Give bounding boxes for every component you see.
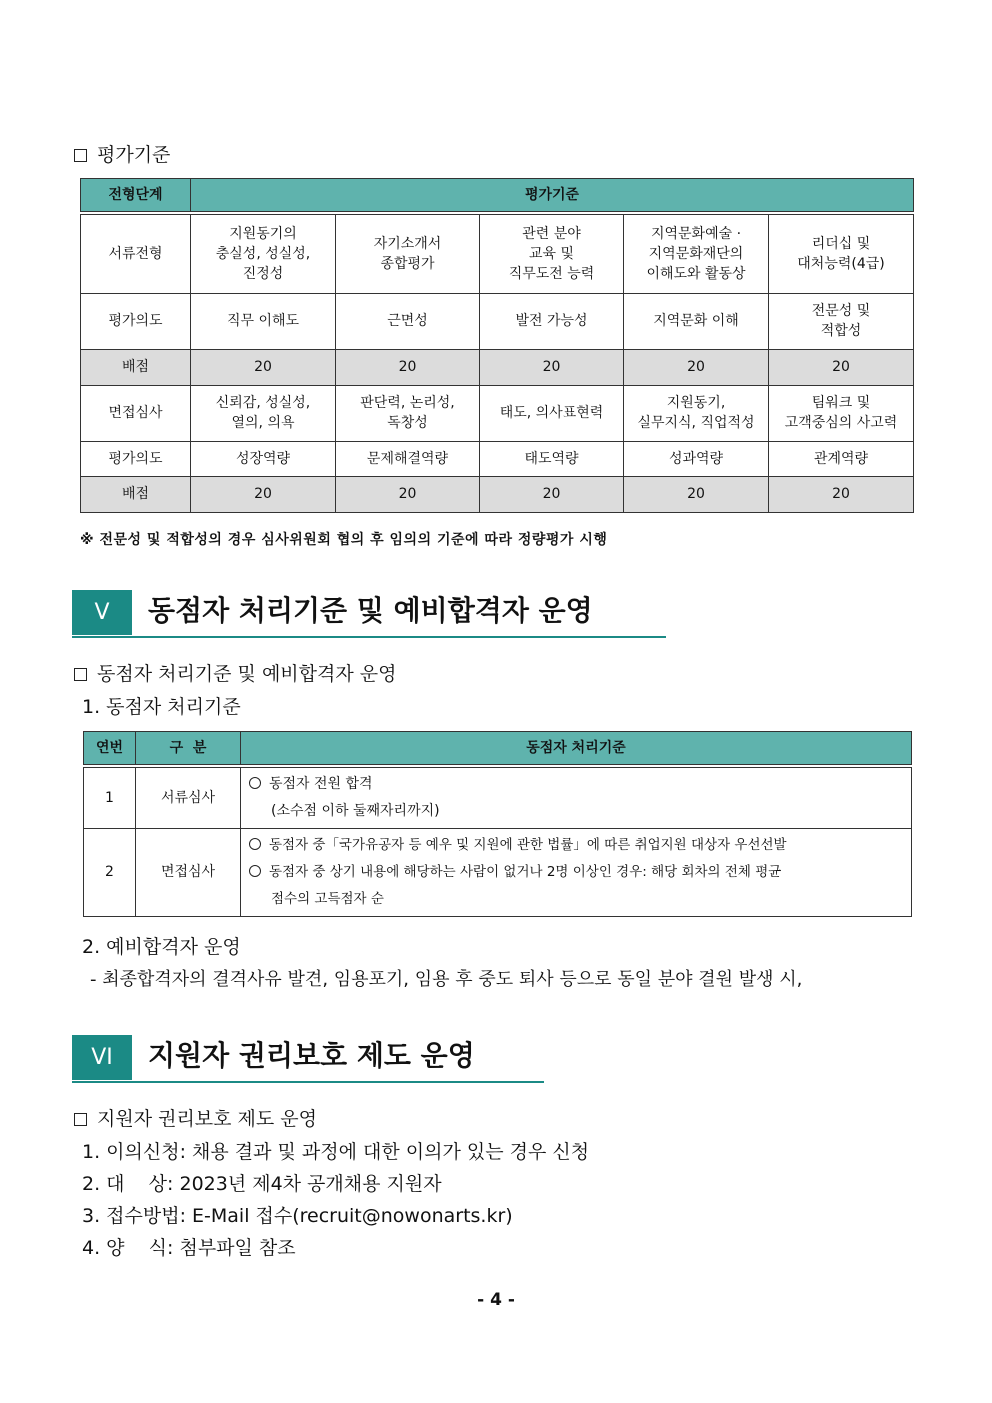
table-row: 배점 20 20 20 20 20 (81, 349, 914, 385)
checkbox-square-icon (74, 1113, 87, 1126)
criteria-heading: 평가기준 (74, 140, 170, 167)
section-title: 동점자 처리기준 및 예비합격자 운영 (148, 594, 593, 627)
section-6-item: 3. 접수방법: E-Mail 접수(recruit@nowonarts.kr) (82, 1205, 513, 1227)
row-label: 면접심사 (81, 385, 191, 441)
section-5-item-1: 1. 동점자 처리기준 (82, 696, 241, 718)
checkbox-square-icon (74, 668, 87, 681)
checkbox-square-icon (74, 149, 87, 162)
table-row: 평가의도 성장역량 문제해결역량 태도역량 성과역량 관계역량 (81, 441, 914, 476)
table-row: 면접심사 신뢰감, 성실성, 열의, 의욕 판단력, 논리성, 독창성 태도, 의사표현력 지원동기, 실무지식, 직업적성 팀워크 및 고객중심의 사고력 (81, 385, 914, 441)
section-number: V (72, 590, 132, 635)
footnote: ※ 전문성 및 적합성의 경우 심사위원회 협의 후 임의의 기준에 따라 정량평가 시행 (80, 532, 608, 548)
header-stage: 전형단계 (81, 179, 191, 214)
circle-bullet-icon (249, 838, 261, 850)
header-criteria: 평가기준 (191, 179, 914, 214)
table-header-row (81, 179, 914, 214)
header-no: 연번 (84, 732, 136, 767)
section-6-header (72, 1035, 544, 1080)
table-row: 배점 20 20 20 20 20 (81, 476, 914, 512)
header-type: 구 분 (136, 732, 241, 767)
section-5-header (72, 590, 666, 635)
header-rule: 동점자 처리기준 (241, 732, 912, 767)
circle-bullet-icon (249, 777, 261, 789)
row-label: 서류전형 (81, 213, 191, 293)
section-6-item: 4. 양 식: 첨부파일 참조 (82, 1237, 296, 1259)
row-label: 평가의도 (81, 293, 191, 349)
section-underline (72, 1081, 544, 1083)
table-header-row (84, 732, 912, 767)
row-label: 배점 (81, 476, 191, 512)
row-label: 배점 (81, 349, 191, 385)
section-title: 지원자 권리보호 제도 운영 (148, 1039, 475, 1072)
evaluation-criteria-table (80, 178, 914, 513)
bullet-line: 동점자 전원 합격 (249, 776, 373, 792)
table-row: 평가의도 직무 이해도 근면성 발전 가능성 지역문화 이해 전문성 및 적합성 (81, 293, 914, 349)
tie-breaking-table (83, 731, 912, 917)
table-row: 1 서류심사 동점자 전원 합격 (소수점 이하 둘째자리까지) (84, 766, 912, 828)
section-6-item: 2. 대 상: 2023년 제4차 공개채용 지원자 (82, 1173, 442, 1195)
circle-bullet-icon (249, 865, 261, 877)
row-label: 평가의도 (81, 441, 191, 476)
section-5-item-2: 2. 예비합격자 운영 (82, 936, 241, 958)
table-row: 2 면접심사 동점자 중「국가유공자 등 예우 및 지원에 관한 법률」에 따른 취업지원 대상자 우선선발 동점자 중 상기 내용에 해당하는 사람이 없거나 2명 이상인 경우: 해당 회차의 전체 평균 점수의 고득점자 순 (84, 828, 912, 916)
section-5-heading: 동점자 처리기준 및 예비합격자 운영 (74, 659, 396, 686)
section-5-item-2-detail: - 최종합격자의 결격사유 발견, 임용포기, 임용 후 중도 퇴사 등으로 동일 분야 결원 발생 시, (90, 969, 803, 990)
page-number: - 4 - (477, 1290, 515, 1310)
section-number: VI (72, 1035, 132, 1080)
table-row: 서류전형 지원동기의 충실성, 성실성, 진정성 자기소개서 종합평가 관련 분야 교육 및 직무도전 능력 지역문화예술 · 지역문화재단의 이해도와 활동상 리더십 및 대처능력(4급) (81, 213, 914, 293)
section-underline (72, 636, 666, 638)
section-6-item: 1. 이의신청: 채용 결과 및 과정에 대한 이의가 있는 경우 신청 (82, 1141, 590, 1163)
section-6-heading: 지원자 권리보호 제도 운영 (74, 1104, 317, 1131)
